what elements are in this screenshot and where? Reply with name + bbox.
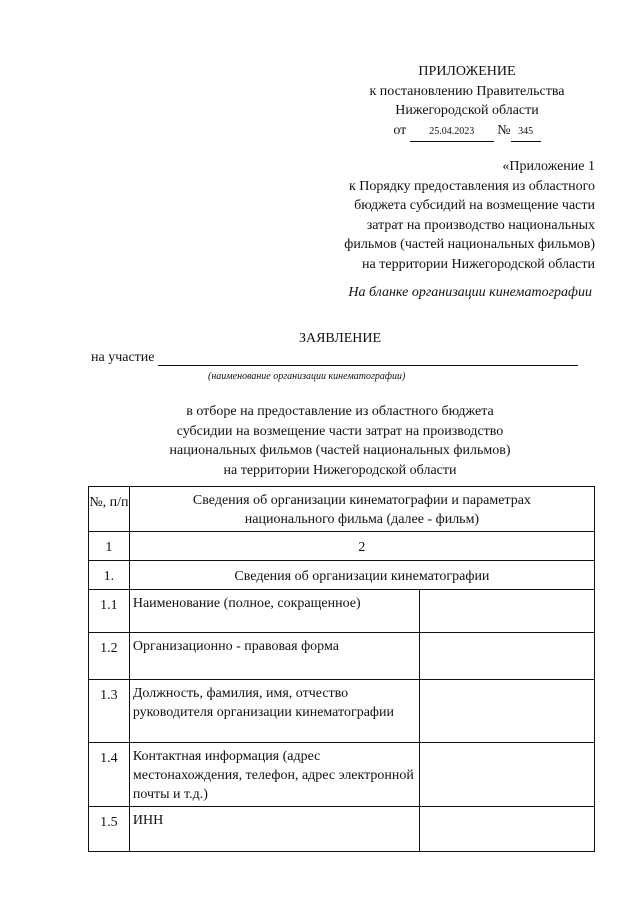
appendix-line: «Приложение 1 (502, 159, 595, 174)
row-num: 1.2 (89, 633, 130, 680)
statement-title: ЗАЯВЛЕНИЕ (298, 331, 382, 346)
decree-date: 25.04.2023 (410, 122, 494, 143)
row-label: Наименование (полное, сокращенное) (129, 590, 419, 633)
appendix-reference (255, 157, 595, 274)
purpose-line: в отборе на предоставление из областного бюджета (186, 404, 494, 419)
appendix-line: затрат на производство национальных (366, 217, 595, 233)
field-hint: (наименование организации кинематографии) (208, 371, 406, 382)
section-num: 1. (89, 561, 130, 590)
appendix-line: на территории Нижегородской области (362, 256, 595, 272)
table-row (89, 633, 595, 680)
header-line-1: к постановлению Правительства (369, 83, 565, 99)
row-num: 1.4 (89, 743, 130, 807)
section-title: Сведения об организации кинематографии (129, 561, 594, 590)
header-line-2: Нижегородской области (395, 103, 539, 118)
decree-header (340, 62, 594, 142)
header-num-cell: №, п/п (89, 487, 130, 532)
header-title: ПРИЛОЖЕНИЕ (418, 64, 516, 79)
row-num: 1.5 (89, 807, 130, 852)
row-value-cell[interactable] (419, 807, 594, 852)
statement-purpose (80, 402, 600, 480)
decree-number: 345 (511, 122, 541, 143)
appendix-line: к Порядку предоставления из областного (348, 178, 595, 194)
table-index-row (89, 532, 595, 561)
table-row (89, 807, 595, 852)
row-num: 1.3 (89, 680, 130, 743)
date-prefix: от (393, 122, 407, 138)
row-num: 1.1 (89, 590, 130, 633)
participation-prefix: на участие (91, 350, 155, 365)
letterhead-note: На бланке организации кинематографии (348, 285, 592, 300)
index-cell-1: 1 (89, 532, 130, 561)
row-value-cell[interactable] (419, 590, 594, 633)
organization-name-field[interactable] (158, 350, 578, 366)
appendix-line: бюджета субсидий на возмещение части (354, 198, 595, 213)
table-row (89, 743, 595, 807)
row-value-cell[interactable] (419, 743, 594, 807)
decree-date-number (340, 121, 594, 143)
row-label: Контактная информация (адрес местонахождения, телефон, адрес электронной почты и т.д.) (129, 743, 419, 807)
table-header-row (89, 487, 595, 532)
purpose-line: субсидии на возмещение части затрат на производство (176, 423, 504, 439)
row-label: Должность, фамилия, имя, отчество руководителя организации кинематографии (129, 680, 419, 743)
row-value-cell[interactable] (419, 680, 594, 743)
table-row (89, 680, 595, 743)
table-row (89, 590, 595, 633)
row-label: Организационно - правовая форма (129, 633, 419, 680)
row-label: ИНН (129, 807, 419, 852)
row-value-cell[interactable] (419, 633, 594, 680)
participation-line (91, 350, 578, 366)
number-prefix: № (497, 122, 511, 138)
header-desc-cell: Сведения об организации кинематографии и параметрах национального фильма (далее - фильм) (129, 487, 594, 532)
section-row (89, 561, 595, 590)
purpose-line: на территории Нижегородской области (223, 462, 457, 478)
purpose-line: национальных фильмов (частей национальных фильмов) (169, 443, 511, 458)
index-cell-2: 2 (129, 532, 594, 561)
application-table (88, 486, 595, 852)
appendix-line: фильмов (частей национальных фильмов) (344, 237, 595, 252)
